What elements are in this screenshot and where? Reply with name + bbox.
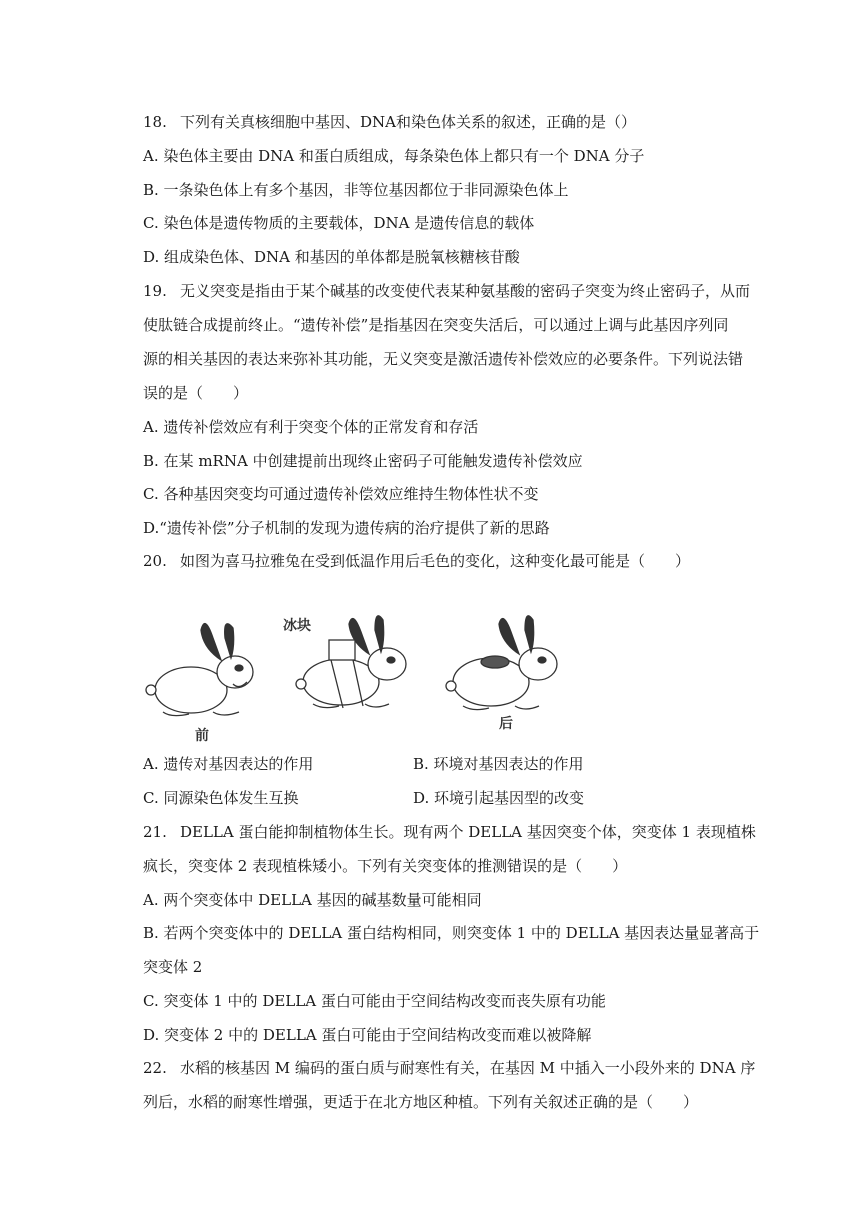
question-21-option-b-continued: 突变体 2 [143,958,203,976]
label-after: 后 [499,716,513,732]
label-before: 前 [195,728,209,744]
question-19-stem-line-2: 使肽链合成提前终止。“遗传补偿”是指基因在突变失活后，可以通过上调与此基因序列同 [143,316,729,334]
question-20-option-c: C. 同源染色体发生互换 [143,789,299,807]
question-21-option-a: A. 两个突变体中 DELLA 基因的碱基数量可能相同 [143,891,482,909]
question-21-option-c: C. 突变体 1 中的 DELLA 蛋白可能由于空间结构改变而丧失原有功能 [143,992,606,1010]
question-21-stem-line-1 [143,822,756,842]
rabbit-before-illustration [146,624,253,716]
question-18-option-b: B. 一条染色体上有多个基因，非等位基因都位于非同源染色体上 [143,181,569,199]
question-20-option-b: B. 环境对基因表达的作用 [413,755,584,773]
question-number: 21. [143,823,167,841]
question-21-option-d: D. 突变体 2 中的 DELLA 蛋白可能由于空间结构改变而难以被降解 [143,1026,592,1044]
rabbit-figure [143,612,573,747]
question-19-option-d: D.“遗传补偿”分子机制的发现为遗传病的治疗提供了新的思路 [143,519,550,537]
question-22-stem-line-2: 列后，水稻的耐寒性增强，更适于在北方地区种植。下列有关叙述正确的是（ ） [143,1093,699,1111]
question-number: 22. [143,1059,167,1077]
question-19-option-a: A. 遗传补偿效应有利于突变个体的正常发育和存活 [143,418,479,436]
question-22-stem-line-1 [143,1058,755,1078]
rabbit-after-illustration [446,616,557,710]
question-19-option-c: C. 各种基因突变均可通过遗传补偿效应维持生物体性状不变 [143,485,539,503]
question-18-stem [143,112,636,132]
question-text: DELLA 蛋白能抑制植物体生长。现有两个 DELLA 基因突变个体，突变体 1 表现植株 [180,823,756,841]
question-19-stem-line-3: 源的相关基因的表达来弥补其功能，无义突变是激活遗传补偿效应的必要条件。下列说法错 [143,350,744,368]
question-18-option-a: A. 染色体主要由 DNA 和蛋白质组成，每条染色体上都只有一个 DNA 分子 [143,147,645,165]
question-text: 无义突变是指由于某个碱基的改变使代表某种氨基酸的密码子突变为终止密码子，从而 [180,282,751,300]
question-19-stem-line-1 [143,281,750,301]
question-18-option-c: C. 染色体是遗传物质的主要载体，DNA 是遗传信息的载体 [143,214,535,232]
question-text: 下列有关真核细胞中基因、DNA和染色体关系的叙述，正确的是（） [180,113,636,131]
question-20-option-d: D. 环境引起基因型的改变 [413,789,585,807]
question-20-option-a: A. 遗传对基因表达的作用 [143,755,314,773]
question-number: 18. [143,113,167,131]
question-18-option-d: D. 组成染色体、DNA 和基因的单体都是脱氧核糖核苷酸 [143,248,520,266]
question-19-stem-line-4: 误的是（ ） [143,384,249,402]
question-21-stem-line-2: 疯长，突变体 2 表现植株矮小。下列有关突变体的推测错误的是（ ） [143,857,628,875]
question-19-option-b: B. 在某 mRNA 中创建提前出现终止密码子可能触发遗传补偿效应 [143,452,583,470]
question-20-stem [143,551,690,571]
question-number: 19. [143,282,167,300]
question-number: 20. [143,552,167,570]
rabbit-with-ice-illustration [296,616,406,708]
question-text: 如图为喜马拉雅兔在受到低温作用后毛色的变化，这种变化最可能是（ ） [180,552,691,570]
label-ice: 冰块 [283,618,311,634]
question-21-option-b: B. 若两个突变体中的 DELLA 蛋白结构相同，则突变体 1 中的 DELLA 基因表达量显著高于 [143,924,760,942]
question-text: 水稻的核基因 M 编码的蛋白质与耐寒性有关，在基因 M 中插入一小段外来的 DNA 序 [180,1059,756,1077]
